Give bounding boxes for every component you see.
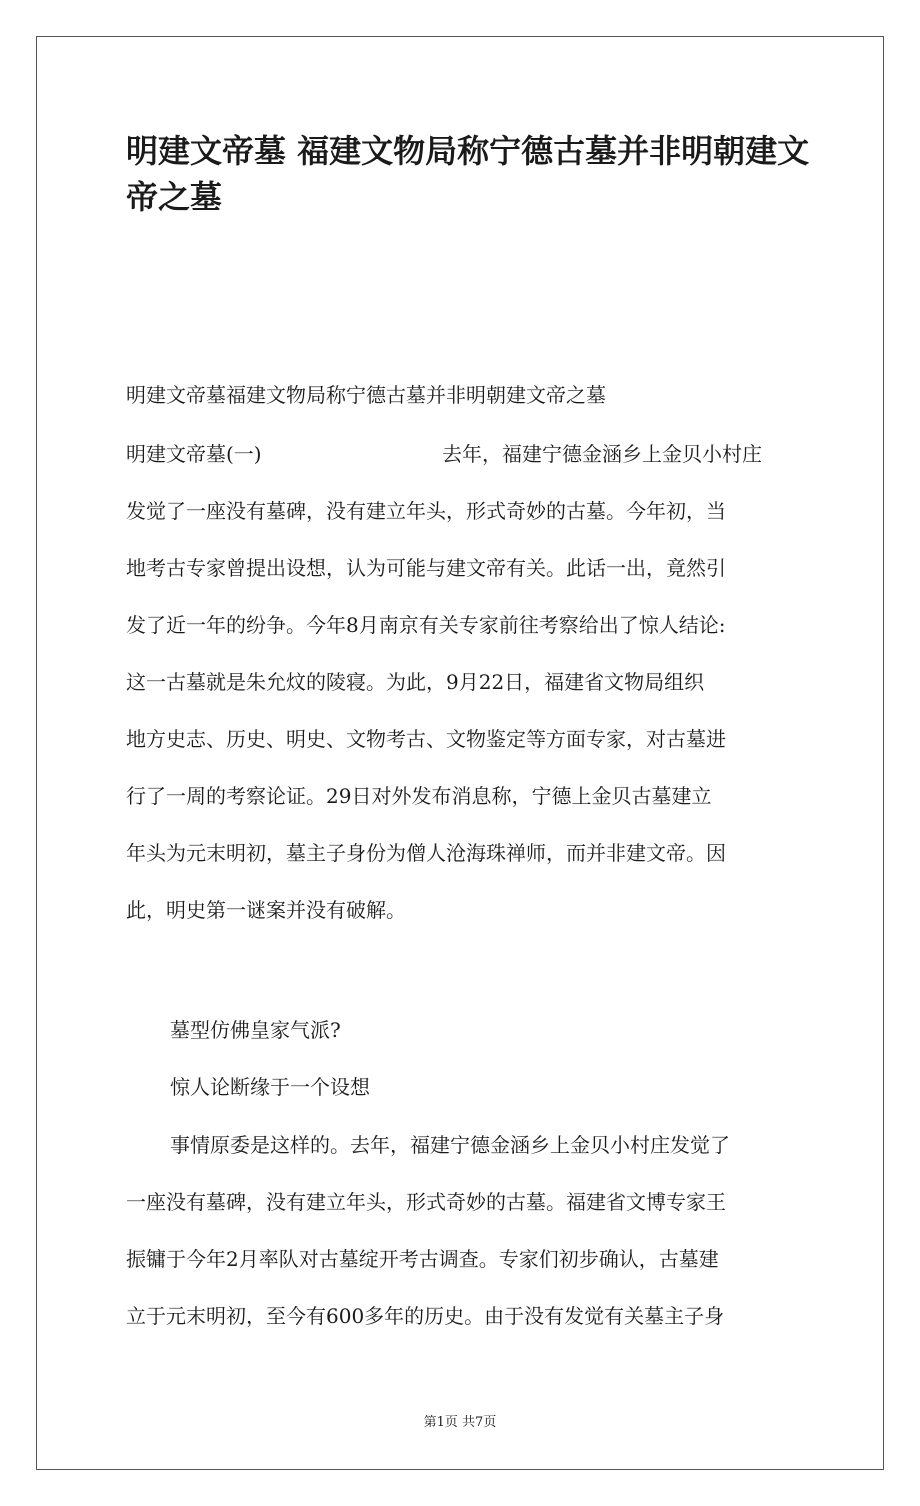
paragraph-line: 一座没有墓碑，没有建立年头，形式奇妙的古墓。福建省文博专家王	[126, 1190, 726, 1214]
paragraph-line: 事情原委是这样的。去年，福建宁德金涵乡上金贝小村庄发觉了	[170, 1133, 730, 1157]
section-label: 明建文帝墓(一)	[126, 442, 262, 466]
section-first-line	[126, 440, 806, 468]
paragraph-line: 立于元末明初，至今有600多年的历史。由于没有发觉有关墓主子身	[126, 1304, 725, 1328]
document-title: 明建文帝墓 福建文物局称宁德古墓并非明朝建文帝之墓	[126, 132, 810, 216]
section-heading: 墓型仿佛皇家气派?	[170, 1018, 341, 1042]
paragraph-line: 发了近一年的纷争。今年8月南京有关专家前往考察给出了惊人结论:	[126, 613, 726, 637]
paragraph-line: 发觉了一座没有墓碑，没有建立年头，形式奇妙的古墓。今年初，当	[126, 499, 726, 523]
paragraph-line: 行了一周的考察论证。29日对外发布消息称，宁德上金贝古墓建立	[126, 784, 712, 808]
paragraph-line: 此，明史第一谜案并没有破解。	[126, 898, 406, 922]
page-footer: 第1页 共7页	[423, 1415, 497, 1430]
paragraph-line: 去年，福建宁德金涵乡上金贝小村庄	[442, 442, 762, 466]
paragraph-line: 振镛于今年2月率队对古墓绽开考古调查。专家们初步确认，古墓建	[126, 1247, 719, 1271]
paragraph-line: 这一古墓就是朱允炆的陵寝。为此，9月22日，福建省文物局组织	[126, 670, 705, 694]
subtitle-line: 明建文帝墓福建文物局称宁德古墓并非明朝建文帝之墓	[126, 383, 606, 407]
section-heading: 惊人论断缘于一个设想	[170, 1075, 370, 1099]
paragraph-line: 年头为元末明初，墓主子身份为僧人沧海珠禅师，而并非建文帝。因	[126, 841, 726, 865]
paragraph-line: 地方史志、历史、明史、文物考古、文物鉴定等方面专家，对古墓进	[126, 727, 726, 751]
paragraph-line: 地考古专家曾提出设想，认为可能与建文帝有关。此话一出，竟然引	[126, 556, 726, 580]
